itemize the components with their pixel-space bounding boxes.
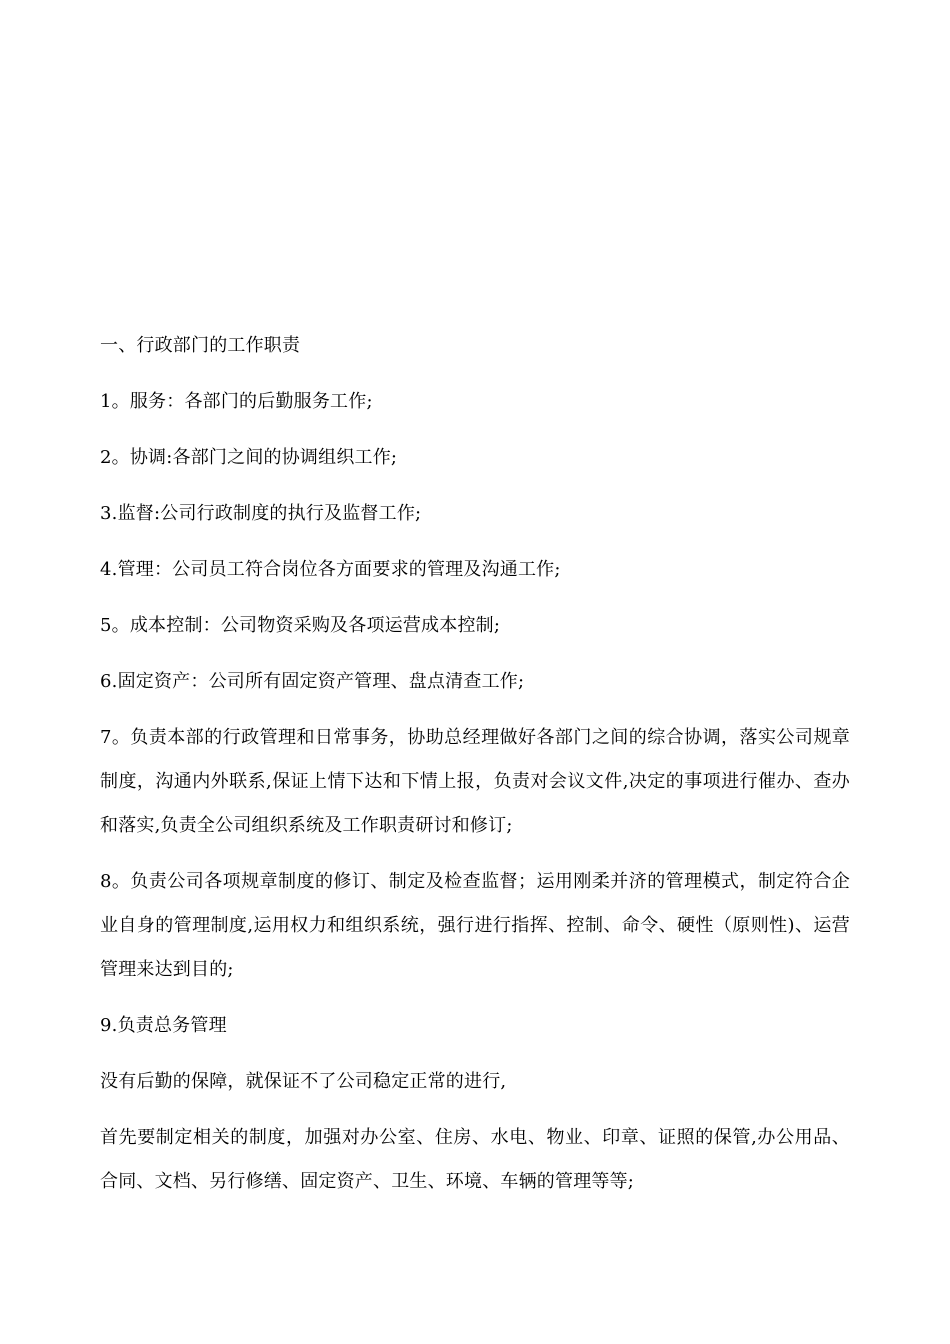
duty-item-3: 3.监督:公司行政制度的执行及监督工作; bbox=[100, 503, 422, 524]
duty-item-9: 9.负责总务管理 bbox=[100, 1015, 227, 1036]
body-paragraph: 首先要制定相关的制度，加强对办公室、住房、水电、物业、印章、证照的保管,办公用品、合同、文档、另行修缮、固定资产、卫生、环境、车辆的管理等等; bbox=[100, 1127, 850, 1192]
body-paragraph: 没有后勤的保障，就保证不了公司稳定正常的进行, bbox=[100, 1071, 507, 1092]
document-body bbox=[100, 324, 850, 1216]
duty-item-4: 4.管理：公司员工符合岗位各方面要求的管理及沟通工作; bbox=[100, 559, 561, 580]
duty-item-5: 5。成本控制：公司物资采购及各项运营成本控制; bbox=[100, 615, 501, 636]
duty-item-1: 1。服务：各部门的后勤服务工作; bbox=[100, 391, 373, 412]
duty-item-8: 8。负责公司各项规章制度的修订、制定及检查监督；运用刚柔并济的管理模式，制定符合企业自身的管理制度,运用权力和组织系统，强行进行指挥、控制、命令、硬性（原则性)、运营管理来达到目的; bbox=[100, 871, 850, 980]
section-heading: 一、行政部门的工作职责 bbox=[100, 335, 301, 356]
duty-item-7: 7。负责本部的行政管理和日常事务，协助总经理做好各部门之间的综合协调，落实公司规章制度，沟通内外联系,保证上情下达和下情上报，负责对会议文件,决定的事项进行催办、查办和落实,负责全公司组织系统及工作职责研讨和修订; bbox=[100, 727, 850, 836]
duty-item-6: 6.固定资产：公司所有固定资产管理、盘点清查工作; bbox=[100, 671, 525, 692]
duty-item-2: 2。协调:各部门之间的协调组织工作; bbox=[100, 447, 398, 468]
